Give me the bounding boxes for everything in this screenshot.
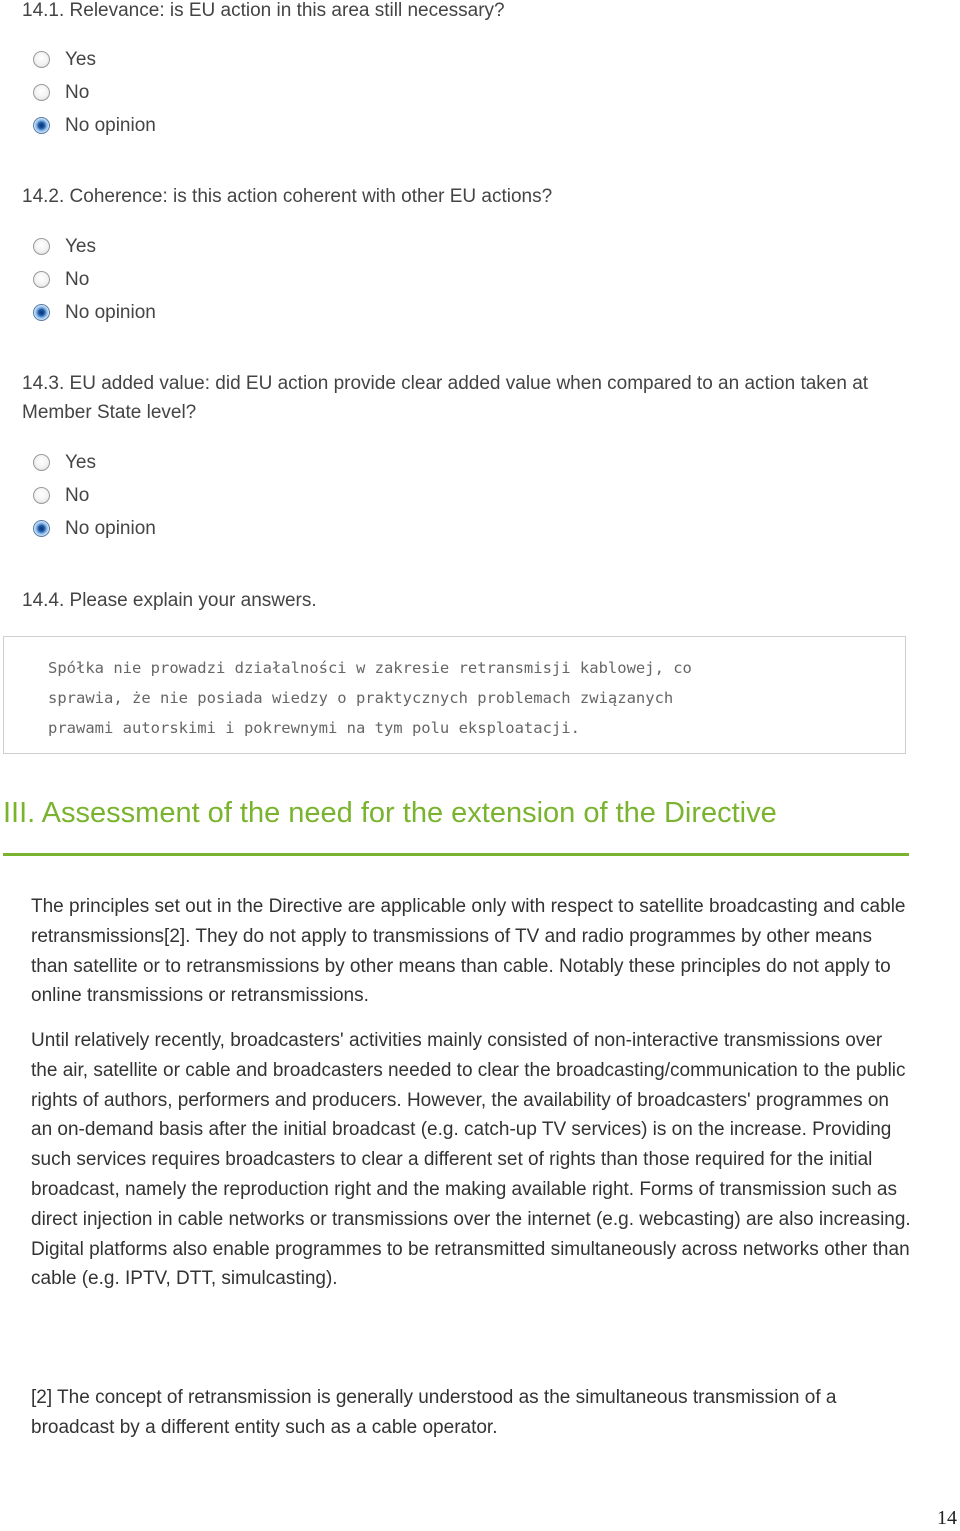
paragraph-broadcasters-activities: Until relatively recently, broadcasters' activities mainly consisted of non-interactive transmissions over the air, satellite or cable and broadcasters needed to clear the broadcasting/communication to the public rights of authors, performers and producers. However, the availability of broadcasters' programmes on an on-demand basis after the initial broadcast (e.g. catch-up TV services) is on the increase. Providing such services requires broadcasters to clear a different set of rights than those required for the initial broadcast, namely the reproduction right and the making available right. Forms of transmission such as direct injection in cable networks or transmissions over the internet (e.g. webcasting) are also increasing. Digital platforms also enable programmes to be retransmitted simultaneously across networks other than cable (e.g. IPTV, DTT, simulcasting). (31, 1030, 911, 1290)
radio-button[interactable] (33, 51, 50, 68)
option-label: Yes (65, 48, 96, 70)
option-no[interactable] (33, 263, 156, 296)
explanation-answer-box[interactable]: Spółka nie prowadzi działalności w zakresie retransmisji kablowej, co sprawia, że nie posiada wiedzy o praktycznych problemach związanych prawami autorskimi i pokrewnymi na tym polu eksploatacji. (3, 636, 906, 754)
section-divider (3, 853, 909, 856)
option-yes[interactable] (33, 43, 156, 76)
option-no-opinion[interactable] (33, 109, 156, 142)
option-label: Yes (65, 235, 96, 257)
option-no-opinion[interactable] (33, 512, 156, 545)
section-title: III. Assessment of the need for the extension of the Directive (3, 797, 777, 829)
radio-button[interactable] (33, 271, 50, 288)
option-label: No opinion (65, 301, 156, 323)
question-14-3: 14.3. EU added value: did EU action provide clear added value when compared to an action taken at Member State level? (22, 373, 869, 423)
page-number: 14 (937, 1507, 957, 1529)
option-label: No opinion (65, 517, 156, 539)
option-label: No (65, 81, 90, 103)
option-yes[interactable] (33, 230, 156, 263)
question-14-2: 14.2. Coherence: is this action coherent with other EU actions? (22, 186, 553, 207)
radio-button[interactable] (33, 238, 50, 255)
radio-button-selected[interactable] (33, 117, 50, 134)
radio-button[interactable] (33, 487, 50, 504)
radio-button[interactable] (33, 84, 50, 101)
radio-button-selected[interactable] (33, 304, 50, 321)
option-label: No (65, 484, 90, 506)
option-no-opinion[interactable] (33, 296, 156, 329)
option-label: No opinion (65, 114, 156, 136)
question-14-4: 14.4. Please explain your answers. (22, 590, 317, 611)
radio-button[interactable] (33, 454, 50, 471)
radio-group-14-1 (33, 43, 156, 142)
radio-group-14-3 (33, 446, 156, 545)
option-yes[interactable] (33, 446, 156, 479)
radio-group-14-2 (33, 230, 156, 329)
question-14-1: 14.1. Relevance: is EU action in this area still necessary? (22, 0, 505, 21)
footnote: [2] The concept of retransmission is generally understood as the simultaneous transmission of a broadcast by a different entity such as a cable operator. (31, 1387, 837, 1438)
option-no[interactable] (33, 479, 156, 512)
radio-button-selected[interactable] (33, 520, 50, 537)
option-no[interactable] (33, 76, 156, 109)
option-label: No (65, 268, 90, 290)
option-label: Yes (65, 451, 96, 473)
paragraph-directive-principles: The principles set out in the Directive are applicable only with respect to satellite broadcasting and cable retransmissions[2]. They do not apply to transmissions of TV and radio programmes by other means than satellite or to retransmissions by other means than cable. Notably these principles do not apply to online transmissions or retransmissions. (31, 896, 906, 1007)
